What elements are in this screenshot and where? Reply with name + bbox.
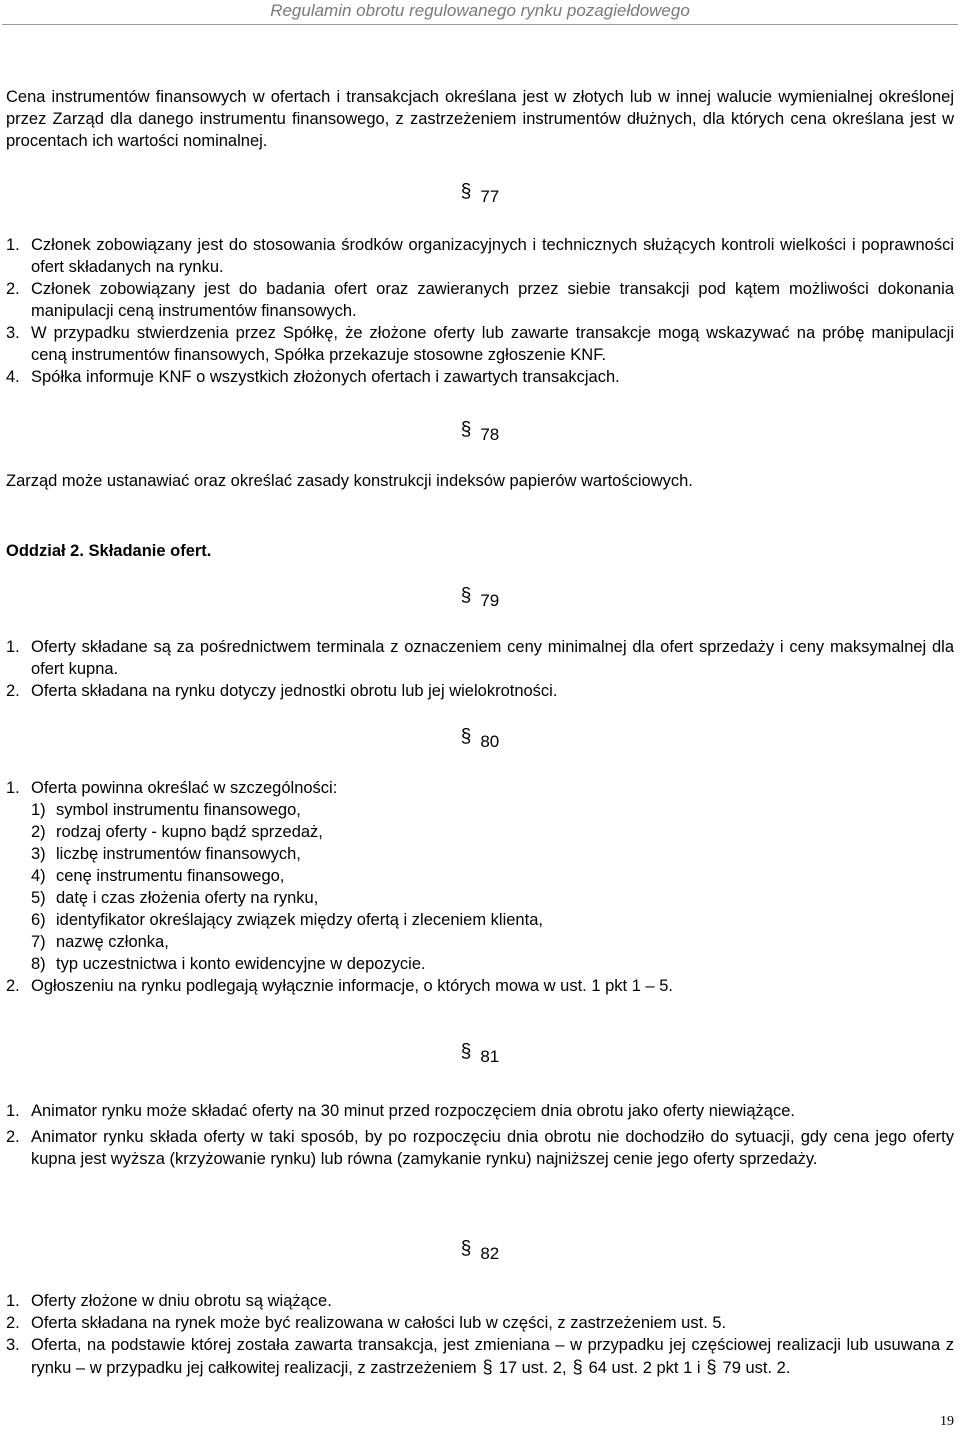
sub-list-item xyxy=(6,931,954,953)
list-item xyxy=(6,278,954,322)
item-text: Spółka informuje KNF o wszystkich złożonych ofertach i zawartych transakcjach. xyxy=(31,368,620,386)
list-item xyxy=(6,636,954,680)
list-item xyxy=(6,680,954,702)
item-text: Animator rynku składa oferty w taki sposób, by po rozpoczęciu dnia obrotu nie dochodziło do sytuacji, gdy cena jego oferty kupna jest wyższa (krzyżowanie rynku) lub równa (zamykanie rynku) najniższej cenie jego oferty sprzedaży. xyxy=(31,1128,954,1168)
item-number: 8) xyxy=(31,955,46,973)
item-number: 2. xyxy=(6,1314,20,1332)
item-number: 1. xyxy=(6,1292,20,1310)
section-82-list xyxy=(6,1290,954,1379)
item-number: 6) xyxy=(31,911,46,929)
section-sign-icon: § xyxy=(460,419,472,440)
section-77-list xyxy=(6,234,954,388)
section-sign-icon: § xyxy=(460,726,472,747)
item-text: Oferty składane są za pośrednictwem terminala z oznaczeniem ceny minimalnej dla ofert sprzedaży i ceny maksymalnej dla ofert kupna. xyxy=(31,638,954,678)
item-text: typ uczestnictwa i konto ewidencyjne w depozycie. xyxy=(56,955,426,973)
section-80-list xyxy=(6,777,954,997)
item-number: 3. xyxy=(6,1336,20,1354)
section-number: 81 xyxy=(480,1047,500,1066)
item-text: datę i czas złożenia oferty na rynku, xyxy=(56,889,319,907)
list-item xyxy=(6,1100,954,1122)
section-sign-icon: § xyxy=(572,1357,583,1377)
list-item xyxy=(6,777,954,799)
item-text: Oferta składana na rynku dotyczy jednostki obrotu lub jej wielokrotności. xyxy=(31,682,558,700)
section-sign-icon: § xyxy=(460,1041,472,1062)
list-item xyxy=(6,1290,954,1312)
section-81-heading xyxy=(0,1041,960,1068)
section-77-heading xyxy=(0,181,960,208)
section-79-heading xyxy=(0,585,960,612)
section-81-list xyxy=(6,1100,954,1170)
item-text: 17 ust. 2, xyxy=(498,1359,567,1377)
item-number: 1. xyxy=(6,779,20,797)
sub-list-item xyxy=(6,821,954,843)
item-text: 79 ust. 2. xyxy=(722,1359,791,1377)
list-item xyxy=(6,1334,954,1379)
section-sign-icon: § xyxy=(706,1357,717,1377)
item-text: Członek zobowiązany jest do badania ofert oraz zawieranych przez siebie transakcji pod kątem możliwości dokonania manipulacji ceną instrumentów finansowych. xyxy=(31,280,954,320)
section-sign-icon: § xyxy=(460,585,472,606)
list-item xyxy=(6,322,954,366)
item-number: 7) xyxy=(31,933,46,951)
item-text: Członek zobowiązany jest do stosowania środków organizacyjnych i technicznych służących kontroli wielkości i poprawności ofert składanych na rynku. xyxy=(31,236,954,276)
item-number: 4) xyxy=(31,867,46,885)
section-number: 82 xyxy=(480,1244,500,1263)
sub-list-item xyxy=(6,953,954,975)
section-number: 80 xyxy=(480,732,500,751)
page-number: 19 xyxy=(940,1414,954,1429)
item-text: cenę instrumentu finansowego, xyxy=(56,867,285,885)
item-number: 5) xyxy=(31,889,46,907)
list-item xyxy=(6,1312,954,1334)
section-79-list xyxy=(6,636,954,702)
intro-paragraph: Cena instrumentów finansowych w ofertach i transakcjach określana jest w złotych lub w innej walucie wymienialnej określonej przez Zarząd dla danego instrumentu finansowego, z zastrzeżeniem instrumentów dłużnych, dla których cena określana jest w procentach ich wartości nominalnej. xyxy=(6,88,954,150)
item-number: 2. xyxy=(6,977,20,995)
item-number: 3) xyxy=(31,845,46,863)
header-divider xyxy=(2,24,958,25)
sub-list-item xyxy=(6,865,954,887)
item-number: 2. xyxy=(6,1128,20,1146)
item-number: 1) xyxy=(31,801,46,819)
item-text: symbol instrumentu finansowego, xyxy=(56,801,301,819)
item-number: 2. xyxy=(6,280,20,298)
list-item xyxy=(6,1126,954,1170)
item-number: 2) xyxy=(31,823,46,841)
item-number: 1. xyxy=(6,638,20,656)
section-sign-icon: § xyxy=(460,1238,472,1259)
item-text: Animator rynku może składać oferty na 30 minut przed rozpoczęciem dnia obrotu jako oferty niewiążące. xyxy=(31,1102,795,1120)
item-number: 1. xyxy=(6,1102,20,1120)
item-text: Oferty złożone w dniu obrotu są wiążące. xyxy=(31,1292,332,1310)
item-number: 1. xyxy=(6,236,20,254)
division-heading: Oddział 2. Składanie ofert. xyxy=(6,542,212,560)
section-78-text: Zarząd może ustanawiać oraz określać zasady konstrukcji indeksów papierów wartościowych. xyxy=(6,472,693,490)
item-text: Ogłoszeniu na rynku podlegają wyłącznie informacje, o których mowa w ust. 1 pkt 1 – 5. xyxy=(31,977,673,995)
item-text: 64 ust. 2 pkt 1 i xyxy=(588,1359,701,1377)
sub-list-item xyxy=(6,887,954,909)
running-header: Regulamin obrotu regulowanego rynku pozagiełdowego xyxy=(270,1,690,20)
section-number: 79 xyxy=(480,591,500,610)
item-text: W przypadku stwierdzenia przez Spółkę, że złożone oferty lub zawarte transakcje mogą wskazywać na próbę manipulacji ceną instrumentów finansowych, Spółka przekazuje stosowne zgłoszenie KNF. xyxy=(31,324,954,364)
list-item xyxy=(6,366,954,388)
section-number: 78 xyxy=(480,425,500,444)
section-82-heading xyxy=(0,1238,960,1265)
list-item xyxy=(6,234,954,278)
section-sign-icon: § xyxy=(460,181,472,202)
item-number: 4. xyxy=(6,368,20,386)
sub-list-item xyxy=(6,843,954,865)
item-number: 3. xyxy=(6,324,20,342)
item-text: Oferta, na podstawie której została zawarta transakcja, jest zmieniana – w przypadku jej częściowej realizacji lub usuwana z rynku – w przypadku jej całkowitej realizacji, z zastrzeżeniem xyxy=(31,1336,954,1377)
section-80-heading xyxy=(0,726,960,753)
item-text: Oferta składana na rynek może być realizowana w całości lub w części, z zastrzeżeniem ust. 5. xyxy=(31,1314,727,1332)
item-text: identyfikator określający związek między ofertą i zleceniem klienta, xyxy=(56,911,543,929)
section-number: 77 xyxy=(480,187,500,206)
section-78-heading xyxy=(0,419,960,446)
item-text: liczbę instrumentów finansowych, xyxy=(56,845,301,863)
item-number: 2. xyxy=(6,682,20,700)
list-item xyxy=(6,975,954,997)
item-text: Oferta powinna określać w szczególności: xyxy=(31,779,338,797)
sub-list-item xyxy=(6,799,954,821)
item-text: rodzaj oferty - kupno bądź sprzedaż, xyxy=(56,823,323,841)
item-text: nazwę członka, xyxy=(56,933,169,951)
section-sign-icon: § xyxy=(482,1357,493,1377)
sub-list-item xyxy=(6,909,954,931)
